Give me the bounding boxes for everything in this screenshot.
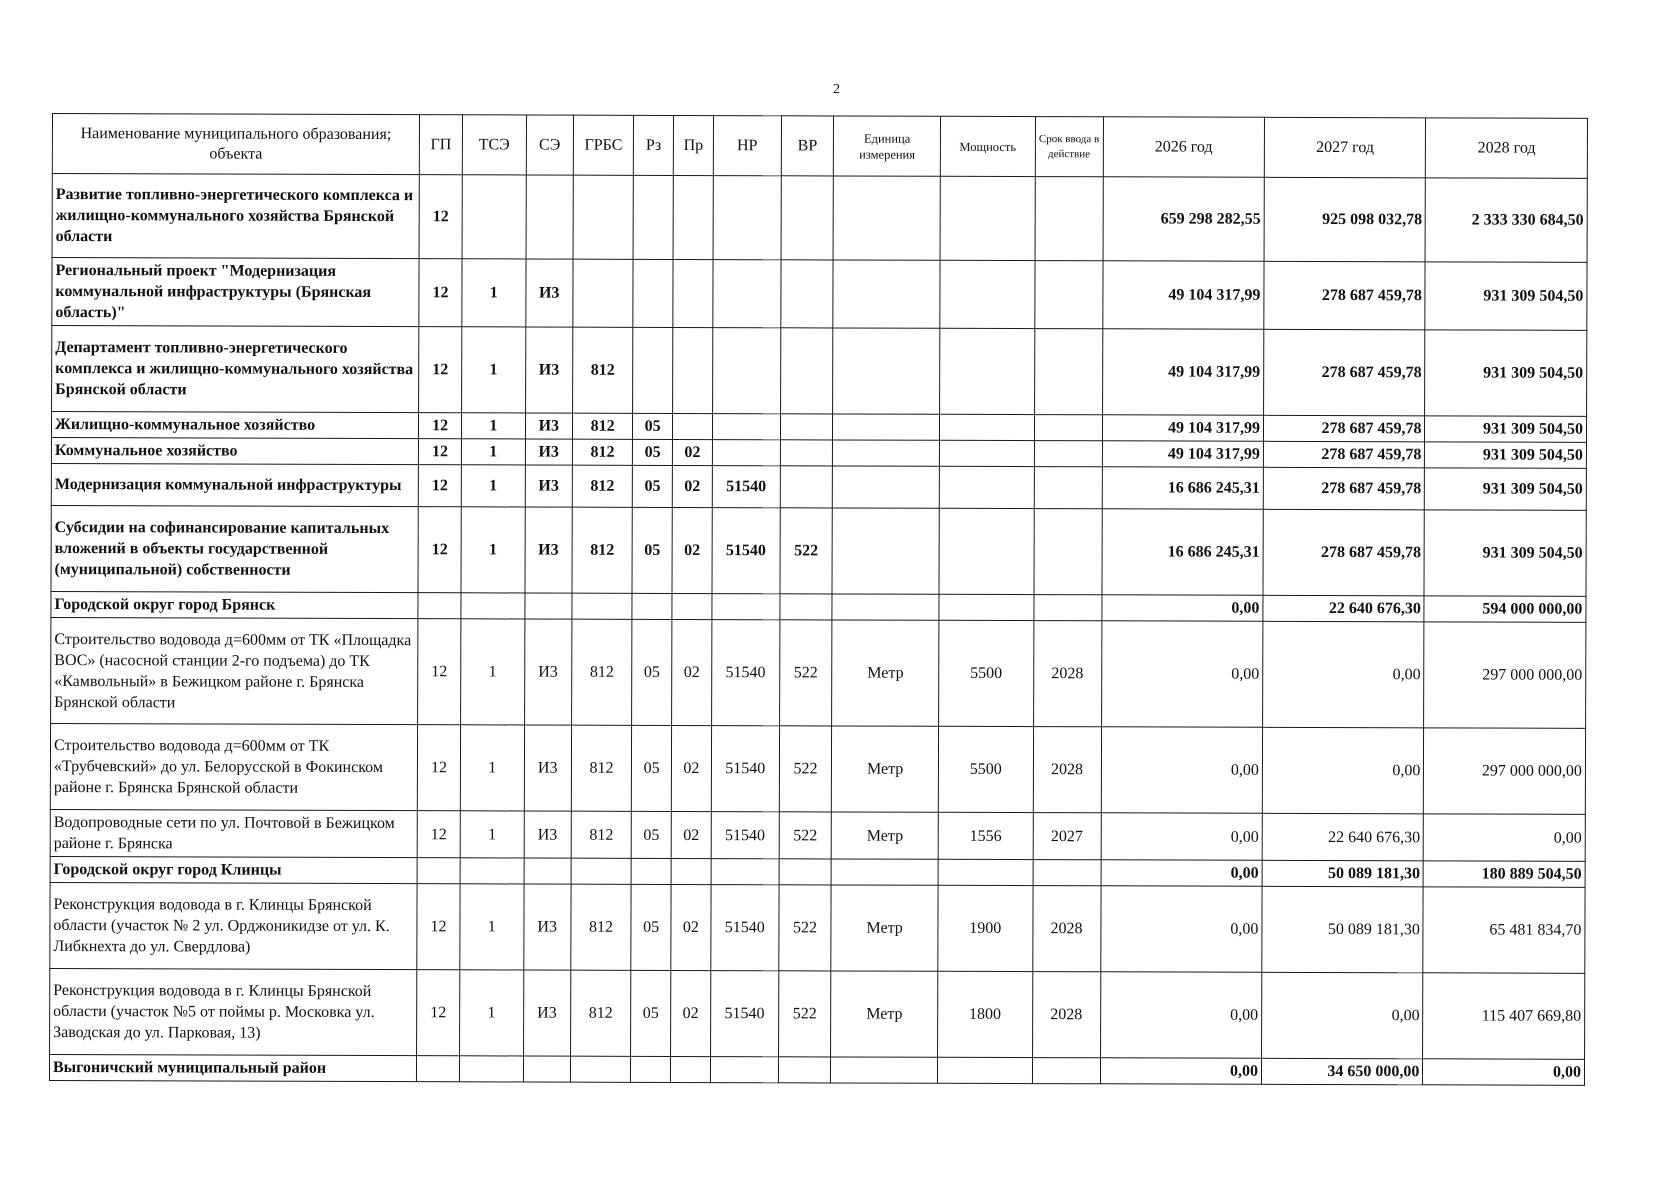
cell-rz: 05	[633, 413, 673, 439]
cell-name: Строительство водовода д=600мм от ТК «Площадка ВОС» (насосной станции 2-го подъема) до ТК «Камвольный» в Бежицком районе г. Брянска Брянской области	[51, 617, 418, 724]
cell-grbs: 812	[573, 327, 634, 413]
cell-y2028: 931 309 504,50	[1425, 442, 1587, 469]
cell-y2028: 0,00	[1423, 1059, 1585, 1086]
cell-pr: 02	[672, 465, 712, 507]
cell-name: Субсидии на софинансирование капитальных вложений в объекты государственной (муниципальной) собственности	[51, 505, 418, 592]
cell-unit	[833, 466, 940, 508]
cell-grbs: 812	[571, 970, 632, 1056]
cell-grbs	[572, 593, 632, 619]
cell-y2027: 278 687 459,78	[1264, 261, 1426, 330]
cell-unit: Метр	[831, 971, 938, 1057]
cell-name: Городской округ город Брянск	[51, 591, 418, 618]
cell-term	[1034, 467, 1102, 509]
cell-gp	[417, 1056, 460, 1082]
cell-term	[1035, 261, 1103, 329]
cell-nr	[712, 328, 780, 414]
cell-power	[940, 260, 1035, 328]
table-row	[52, 258, 1587, 331]
cell-term: 2028	[1033, 621, 1101, 727]
cell-y2026: 0,00	[1100, 1058, 1262, 1085]
cell-rz: 05	[632, 465, 672, 507]
cell-y2028: 180 889 504,50	[1424, 861, 1586, 888]
cell-y2028: 931 309 504,50	[1425, 330, 1587, 417]
cell-vr: 522	[780, 508, 833, 594]
cell-vr	[778, 1057, 831, 1083]
header-2028: 2028 год	[1426, 118, 1588, 179]
cell-term: 2028	[1033, 886, 1101, 972]
table-body	[49, 174, 1587, 1086]
table-row	[49, 1054, 1584, 1085]
cell-vr: 522	[779, 885, 832, 971]
cell-power	[939, 508, 1034, 594]
cell-tse	[460, 1056, 524, 1082]
cell-nr: 51540	[711, 812, 779, 859]
cell-term	[1033, 860, 1101, 886]
cell-name: Реконструкция водовода в г. Клинцы Брянской области (участок №5 от поймы р. Московка ул. Заводская до ул. Парковая, 13)	[50, 968, 417, 1055]
cell-y2026: 49 104 317,99	[1102, 415, 1264, 442]
cell-nr: 51540	[711, 620, 779, 726]
cell-gp: 12	[419, 413, 462, 439]
cell-term	[1032, 1058, 1100, 1084]
cell-grbs: 812	[571, 725, 632, 811]
cell-grbs	[573, 259, 633, 327]
cell-y2027: 0,00	[1263, 621, 1425, 728]
cell-y2026: 16 686 245,31	[1102, 509, 1264, 596]
cell-name: Модернизация коммунальной инфраструктуры	[51, 463, 418, 506]
cell-nr	[713, 260, 781, 328]
cell-nr	[712, 594, 780, 620]
cell-gp: 12	[417, 884, 460, 970]
cell-term	[1034, 441, 1102, 467]
cell-nr: 51540	[711, 885, 779, 971]
cell-y2027: 925 098 032,78	[1264, 177, 1426, 262]
table-row	[50, 968, 1585, 1059]
cell-unit	[833, 328, 940, 414]
cell-y2028: 2 333 330 684,50	[1425, 178, 1587, 263]
cell-vr	[780, 414, 833, 440]
cell-gp: 12	[417, 811, 460, 858]
cell-unit	[832, 859, 939, 885]
cell-vr: 522	[779, 812, 832, 859]
cell-term	[1034, 509, 1102, 595]
cell-power: 5500	[939, 620, 1034, 726]
cell-term	[1035, 177, 1103, 261]
cell-gp	[418, 593, 461, 619]
cell-term	[1034, 595, 1102, 621]
cell-name: Региональный проект "Модернизация коммунальной инфраструктуры (Брянская область)"	[52, 258, 419, 327]
cell-grbs: 812	[572, 439, 632, 465]
cell-nr: 51540	[712, 508, 780, 594]
cell-name: Выгоничский муниципальный район	[49, 1054, 416, 1081]
table-row	[51, 463, 1586, 510]
cell-vr: 522	[779, 726, 832, 812]
cell-vr	[779, 859, 832, 885]
cell-tse: 1	[461, 507, 525, 593]
cell-unit	[832, 594, 939, 620]
cell-y2027: 278 687 459,78	[1263, 415, 1425, 442]
cell-y2026: 49 104 317,99	[1102, 329, 1264, 416]
cell-se: И3	[523, 970, 571, 1056]
cell-pr	[673, 175, 713, 259]
cell-unit: Метр	[832, 726, 939, 812]
cell-y2026: 0,00	[1100, 972, 1262, 1059]
cell-tse: 1	[460, 725, 524, 811]
cell-term: 2027	[1033, 813, 1101, 860]
cell-power	[939, 594, 1034, 620]
cell-y2028: 65 481 834,70	[1423, 887, 1585, 974]
cell-nr	[710, 1057, 778, 1083]
table-row	[50, 723, 1585, 814]
cell-y2028: 297 000 000,00	[1424, 622, 1586, 729]
cell-tse: 1	[462, 413, 526, 439]
cell-y2026: 0,00	[1101, 860, 1263, 887]
cell-vr	[780, 594, 833, 620]
cell-grbs	[570, 1056, 630, 1082]
cell-tse: 1	[461, 619, 525, 725]
cell-gp: 12	[417, 970, 460, 1056]
cell-tse: 1	[462, 439, 526, 465]
cell-grbs: 812	[572, 619, 633, 725]
cell-tse	[462, 175, 526, 259]
header-pr: Пр	[673, 115, 713, 175]
header-grbs: ГРБС	[573, 115, 633, 175]
cell-y2027: 50 089 181,30	[1262, 886, 1424, 973]
cell-term: 2028	[1032, 972, 1100, 1058]
cell-name: Развитие топливно-энергетического комплекса и жилищно-коммунального хозяйства Брянской области	[52, 174, 419, 259]
cell-power: 1556	[938, 812, 1033, 859]
cell-tse: 1	[460, 811, 524, 858]
cell-y2028: 931 309 504,50	[1425, 416, 1587, 443]
cell-y2027: 278 687 459,78	[1264, 329, 1426, 416]
cell-tse: 1	[460, 884, 524, 970]
cell-nr	[712, 440, 780, 466]
cell-se	[525, 593, 572, 619]
cell-rz: 05	[632, 507, 672, 593]
cell-y2028: 594 000 000,00	[1424, 596, 1586, 623]
cell-se: И3	[524, 725, 572, 811]
cell-power	[940, 328, 1035, 414]
cell-term: 2028	[1033, 727, 1101, 813]
cell-name: Реконструкция водовода в г. Клинцы Брянской области (участок № 2 ул. Орджоникидзе от ул. К. Либкнехта до ул. Свердлова)	[50, 882, 417, 969]
header-tse: ТСЭ	[462, 115, 526, 175]
cell-y2026: 49 104 317,99	[1102, 441, 1264, 468]
cell-unit	[832, 508, 939, 594]
cell-tse: 1	[461, 465, 525, 507]
cell-rz	[631, 1056, 671, 1082]
cell-power	[939, 414, 1034, 440]
cell-se: И3	[524, 811, 572, 858]
cell-unit: Метр	[832, 620, 939, 726]
cell-unit	[833, 260, 940, 328]
cell-gp: 12	[418, 465, 461, 507]
cell-power: 5500	[938, 726, 1033, 812]
cell-se	[526, 175, 574, 259]
cell-y2027: 22 640 676,30	[1263, 595, 1425, 622]
cell-y2026: 49 104 317,99	[1102, 261, 1264, 330]
cell-unit	[833, 440, 940, 466]
cell-rz	[631, 858, 671, 884]
cell-unit	[831, 1057, 938, 1083]
cell-y2026: 0,00	[1101, 813, 1263, 861]
cell-gp: 12	[417, 725, 460, 811]
cell-unit	[833, 176, 940, 260]
cell-name: Жилищно-коммунальное хозяйство	[51, 412, 418, 439]
cell-rz	[633, 327, 673, 413]
cell-se: И3	[523, 884, 571, 970]
cell-vr	[780, 328, 833, 414]
cell-vr: 522	[778, 971, 831, 1057]
cell-term	[1034, 415, 1102, 441]
table-row	[52, 174, 1587, 263]
cell-nr	[711, 859, 779, 885]
cell-y2026: 0,00	[1100, 886, 1262, 973]
cell-gp: 12	[419, 327, 462, 413]
cell-pr: 02	[671, 884, 711, 970]
cell-y2027: 278 687 459,78	[1263, 441, 1425, 468]
cell-rz	[632, 593, 672, 619]
cell-tse: 1	[462, 327, 526, 413]
cell-pr	[671, 1056, 711, 1082]
cell-gp: 12	[418, 439, 461, 465]
cell-se: И3	[525, 439, 572, 465]
cell-y2027: 34 650 000,00	[1261, 1058, 1423, 1085]
cell-y2027: 0,00	[1262, 972, 1424, 1059]
cell-power	[939, 440, 1034, 466]
header-nr: НР	[713, 116, 781, 176]
cell-y2027: 278 687 459,78	[1263, 467, 1425, 510]
cell-tse: 1	[460, 970, 524, 1056]
cell-y2028: 931 309 504,50	[1425, 262, 1587, 331]
cell-se: И3	[525, 413, 572, 439]
cell-nr: 51540	[711, 726, 779, 812]
cell-grbs: 812	[571, 811, 631, 858]
cell-gp: 12	[419, 175, 462, 259]
cell-rz: 05	[631, 811, 671, 858]
cell-power	[937, 1057, 1032, 1083]
cell-pr: 02	[671, 811, 711, 858]
cell-rz: 05	[632, 725, 672, 811]
header-power: Мощность	[940, 116, 1035, 176]
cell-grbs	[571, 858, 631, 884]
cell-power	[938, 859, 1033, 885]
page-number: 2	[833, 82, 840, 97]
cell-rz	[633, 259, 673, 327]
cell-gp: 12	[418, 507, 461, 593]
cell-power	[939, 466, 1034, 508]
cell-power	[940, 176, 1035, 260]
cell-grbs: 812	[572, 413, 632, 439]
cell-se: И3	[524, 619, 572, 725]
cell-nr: 51540	[710, 971, 778, 1057]
cell-y2027: 0,00	[1262, 727, 1424, 814]
cell-power: 1800	[938, 971, 1033, 1057]
cell-tse	[460, 858, 524, 884]
header-gp: ГП	[419, 115, 462, 175]
cell-rz: 05	[631, 884, 671, 970]
cell-y2026: 16 686 245,31	[1102, 467, 1264, 510]
cell-vr	[780, 466, 833, 508]
cell-name: Строительство водовода д=600мм от ТК «Трубчевский» до ул. Белорусской в Фокинском районе г. Брянска Брянской области	[50, 723, 417, 810]
cell-grbs: 812	[572, 465, 632, 507]
header-term: Срок ввода в действие	[1035, 117, 1103, 177]
cell-rz: 05	[632, 619, 672, 725]
cell-pr	[671, 858, 711, 884]
cell-y2026: 659 298 282,55	[1103, 177, 1265, 262]
cell-pr: 02	[671, 725, 711, 811]
cell-y2027: 278 687 459,78	[1263, 509, 1425, 596]
cell-rz	[633, 175, 673, 259]
cell-vr	[781, 176, 834, 260]
table-row	[51, 617, 1586, 728]
cell-y2027: 50 089 181,30	[1262, 860, 1424, 887]
cell-y2028: 931 309 504,50	[1425, 468, 1587, 511]
cell-pr: 02	[672, 619, 712, 725]
cell-unit: Метр	[832, 812, 939, 859]
table-row	[50, 809, 1585, 861]
cell-unit	[833, 414, 940, 440]
header-2026: 2026 год	[1103, 117, 1265, 178]
cell-nr	[713, 176, 781, 260]
cell-pr: 02	[671, 970, 711, 1056]
cell-name: Коммунальное хозяйство	[51, 437, 418, 464]
cell-vr	[781, 260, 834, 328]
cell-pr: 02	[672, 507, 712, 593]
cell-se	[523, 1056, 570, 1082]
cell-se: И3	[525, 507, 573, 593]
table-row	[51, 505, 1586, 596]
cell-pr	[673, 327, 713, 413]
cell-vr	[780, 440, 833, 466]
cell-power: 1900	[938, 885, 1033, 971]
cell-grbs: 812	[572, 507, 633, 593]
cell-term	[1034, 329, 1102, 415]
cell-y2028: 0,00	[1424, 814, 1586, 862]
cell-pr	[672, 593, 712, 619]
budget-table	[49, 113, 1588, 1086]
header-name: Наименование муниципального образования; объекта	[52, 114, 419, 175]
cell-gp: 12	[418, 619, 461, 725]
cell-se	[524, 858, 571, 884]
header-vr: ВР	[781, 116, 834, 176]
cell-nr: 51540	[712, 466, 780, 508]
cell-name: Департамент топливно-энергетического комплекса и жилищно-коммунального хозяйства Брянской области	[52, 326, 419, 413]
table-row	[52, 326, 1587, 417]
cell-vr: 522	[779, 620, 832, 726]
header-row	[52, 114, 1587, 179]
cell-gp: 12	[419, 259, 462, 327]
cell-y2027: 22 640 676,30	[1262, 813, 1424, 861]
cell-y2026: 0,00	[1101, 621, 1263, 728]
cell-y2028: 115 407 669,80	[1423, 973, 1585, 1060]
cell-pr: 02	[672, 439, 712, 465]
cell-pr	[673, 259, 713, 327]
cell-y2026: 0,00	[1101, 727, 1263, 814]
cell-unit: Метр	[831, 885, 938, 971]
cell-tse	[461, 593, 525, 619]
cell-rz: 05	[633, 439, 673, 465]
cell-se: И3	[525, 465, 572, 507]
cell-gp	[417, 858, 460, 884]
cell-tse: 1	[462, 259, 526, 327]
header-se: СЭ	[526, 115, 574, 175]
cell-y2028: 931 309 504,50	[1424, 510, 1586, 597]
cell-pr	[673, 413, 713, 439]
header-rz: Рз	[634, 115, 674, 175]
cell-se: И3	[525, 259, 573, 327]
cell-rz: 05	[631, 970, 671, 1056]
header-unit: Единица измерения	[834, 116, 941, 176]
cell-se: И3	[525, 327, 573, 413]
cell-name: Городской округ город Клинцы	[50, 856, 417, 883]
cell-name: Водопроводные сети по ул. Почтовой в Бежицком районе г. Брянска	[50, 809, 417, 857]
cell-y2026: 0,00	[1101, 595, 1263, 622]
header-2027: 2027 год	[1264, 117, 1426, 178]
cell-grbs: 812	[571, 884, 632, 970]
cell-grbs	[573, 175, 634, 259]
table-row	[50, 882, 1585, 973]
cell-nr	[712, 414, 780, 440]
cell-y2028: 297 000 000,00	[1424, 728, 1586, 815]
